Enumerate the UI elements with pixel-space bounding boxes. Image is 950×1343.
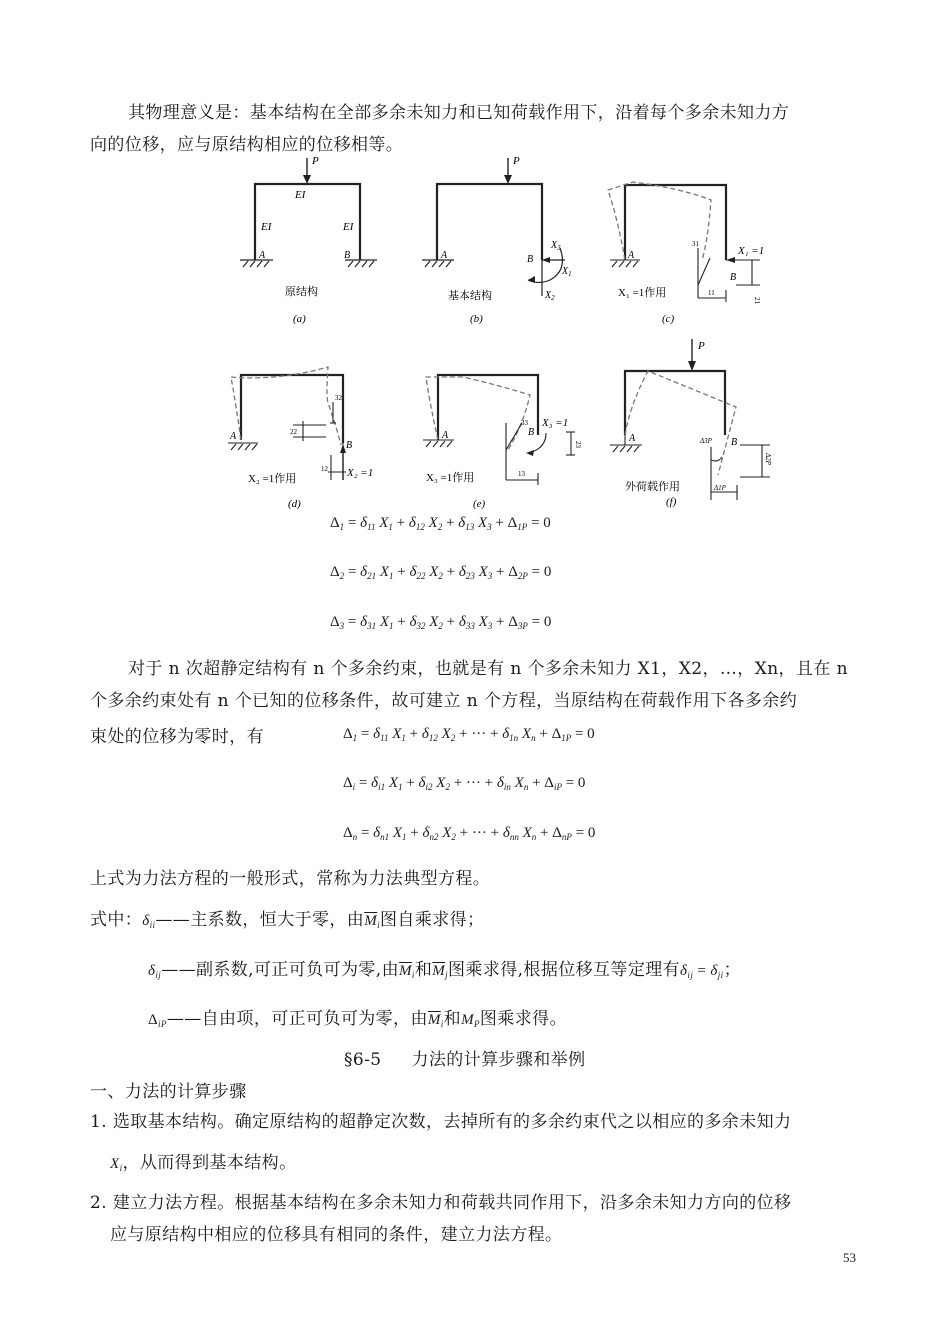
eq-delta-sub: 23: [465, 571, 475, 581]
fig-c-d31: 31: [692, 240, 699, 248]
eq-delta-sub: 11: [380, 733, 389, 743]
eq-delta-sub: 11: [367, 522, 376, 532]
eq-x-sub: 3: [487, 621, 493, 631]
eq-free: Δ: [544, 775, 554, 791]
eq-lhs-sub: 2: [339, 571, 345, 581]
eq-lhs: Δ: [343, 775, 353, 791]
fig-d-d32: 32: [335, 394, 342, 402]
m-i-sub: i: [377, 920, 381, 930]
eq-x-sub: 1: [398, 782, 403, 792]
eq-delta-sub: 21: [367, 571, 377, 581]
eq-x: X: [514, 775, 524, 791]
eq-lhs: Δ: [330, 564, 340, 580]
eq-x-sub: 3: [487, 571, 493, 581]
eq-x: X: [379, 614, 390, 630]
section-number: §6-5: [344, 1050, 382, 1070]
eq-rhs: = 0: [574, 726, 595, 742]
eq-delta-sub: in: [503, 782, 511, 792]
para2-line-2: 个多余约束处有 n 个已知的位移条件，故可建立 n 个方程，当原结构在荷载作用下各多余约: [90, 691, 798, 711]
fig-a-support-b: B: [344, 250, 351, 261]
eq-lhs: Δ: [330, 515, 340, 531]
fig-d-caption: X₂ =1作用: [248, 473, 297, 485]
fig-e-d13: 13: [518, 470, 525, 478]
fig-a-ei-top: EI: [295, 189, 306, 201]
fig-e-support-b: B: [528, 427, 535, 438]
page-number: 53: [843, 1250, 856, 1265]
eq-free: Δ: [507, 515, 518, 531]
fig-f-label: (f): [666, 496, 677, 508]
eq-x: X: [392, 825, 403, 841]
fig-b-x2: $X_2$: [545, 290, 555, 302]
eq-rhs: = 0: [565, 775, 586, 791]
eq-delta-sub: 12: [428, 733, 438, 743]
step-2-number: 2.: [90, 1193, 108, 1213]
eq-delta-sub: 1n: [509, 733, 519, 743]
equation-row-n: $\Delta_1 = \delta_{11}$ $X_1 + \delta_{12}$ $X_2$ + ··· + $\delta_{1n}$ $X_n + \Delta_{1P} = 0$: [343, 726, 595, 743]
eq-x-sub: 1: [402, 832, 407, 842]
eq-lhs: Δ: [343, 726, 353, 742]
equation-row: $\Delta_1 = \delta_{11}$ $X_1 + \delta_{12}$ $X_2 + \delta_{13}$ $X_3 + \Delta_{1P} = 0$: [330, 515, 551, 532]
def1-end: 图自乘求得；: [380, 910, 485, 930]
eq-x: X: [379, 515, 389, 531]
eq-x: X: [478, 614, 488, 630]
eq-delta: δ: [360, 614, 368, 630]
fig-a-ei-right: EI: [343, 221, 354, 233]
delta-ip-symbol: Δ: [148, 1012, 159, 1028]
fig-d-d22: 22: [290, 428, 297, 436]
eq-x-sub: n: [531, 832, 537, 842]
fig-f-load-label: P: [698, 340, 705, 352]
delta-ii-symbol: δ: [142, 913, 150, 929]
fig-a-caption: 原结构: [285, 286, 318, 298]
fig-d-support-a: A: [230, 431, 237, 442]
fig-c-force: X₁ =1: [738, 245, 765, 257]
x-i: X: [110, 1156, 120, 1172]
eq-free-sub: 2P: [517, 571, 528, 581]
eq-rhs: = 0: [531, 515, 551, 531]
eq-x-sub: 2: [450, 733, 456, 743]
eq-delta: δ: [418, 775, 426, 791]
fig-e-caption: X₃ =1作用: [426, 472, 475, 484]
def3-text: ——自由项，可正可负可为零，由: [166, 1009, 428, 1029]
eq-delta: δ: [409, 614, 417, 630]
fig-b-caption: 基本结构: [448, 290, 492, 302]
eq-x: X: [477, 515, 488, 531]
eq-rhs: = 0: [531, 564, 552, 580]
eq-x: X: [436, 775, 446, 791]
eq-dots: ···: [471, 825, 487, 841]
eq-delta: δ: [373, 726, 381, 742]
eq-x-sub: 2: [437, 522, 443, 532]
def3-and: 和: [443, 1009, 462, 1029]
eq-x-sub: 2: [451, 832, 456, 842]
eq-x-sub: 1: [388, 522, 393, 532]
definition-sub-coefficient: [148, 955, 741, 980]
delta-ji-eq: δ: [710, 963, 718, 979]
eq-delta: δ: [502, 825, 510, 841]
def2-and: 和: [414, 960, 433, 980]
eq-delta: δ: [360, 515, 368, 531]
delta-ij-symbol: δ: [148, 963, 156, 979]
eq-x-sub: 3: [487, 522, 492, 532]
section-title: 力法的计算步骤和举例: [411, 1050, 586, 1070]
fig-c-d21: 21: [753, 297, 761, 304]
eq-x-sub: n: [523, 782, 529, 792]
figure-b-basic-structure: [410, 150, 580, 325]
definition-main-coefficient: [90, 905, 484, 930]
subsection-heading: 一、力法的计算步骤: [90, 1082, 247, 1102]
eq-free: Δ: [551, 726, 562, 742]
eq-lhs-sub: 1: [352, 733, 358, 743]
eq-x-sub: n: [531, 733, 536, 743]
fig-b-load-label: P: [513, 155, 520, 167]
eq-rhs: = 0: [531, 614, 552, 630]
eq-x: X: [388, 775, 399, 791]
eq-x-sub: 1: [389, 571, 394, 581]
fig-e-force: X₃ =1: [542, 417, 569, 429]
fig-e-support-a: A: [442, 430, 449, 441]
x-i-sub: i: [119, 1163, 123, 1173]
fig-f-d3p: Δ3P: [700, 437, 712, 445]
figure-d-x2-action: [228, 355, 403, 515]
eq-x-sub: 1: [401, 733, 406, 743]
eq-x: X: [522, 825, 532, 841]
step-1-text: 选取基本结构。确定原结构的超静定次数，去掉所有的多余约束代之以相应的多余未知力: [112, 1112, 792, 1132]
def2-text: ——副系数,可正可负可为零,由: [161, 960, 399, 980]
fig-e-d33: 33: [521, 419, 528, 427]
eq-delta-sub: i2: [425, 782, 433, 792]
def3-end: 图乘求得。: [479, 1009, 567, 1029]
delta-ij-sub: ij: [155, 970, 162, 980]
eq-x: X: [521, 726, 532, 742]
delta-ji-eq-sub: ji: [717, 970, 724, 980]
eq-free: Δ: [552, 825, 562, 841]
eq-x: X: [392, 726, 402, 742]
step-2-line-2: 应与原结构中相应的位移具有相同的条件，建立力法方程。: [110, 1225, 563, 1245]
m-j-bar: $\overline{M}$: [432, 963, 446, 979]
eq-free: Δ: [508, 614, 518, 630]
eq-delta-sub: 13: [465, 522, 475, 532]
intro-line-2: 向的位移，应与原结构相应的位移相等。: [90, 135, 404, 155]
eq-x-sub: 2: [438, 571, 443, 581]
eq-lhs-sub: n: [352, 832, 358, 842]
eq-x: X: [428, 515, 438, 531]
fig-d-label: (d): [288, 498, 301, 510]
eq-x-sub: 2: [445, 782, 450, 792]
eq-delta-sub: n2: [429, 832, 439, 842]
eq-delta: δ: [458, 515, 466, 531]
step-1-line-1: [90, 1107, 791, 1132]
eq-delta-sub: 12: [415, 522, 425, 532]
fig-c-d11: 11: [708, 289, 715, 297]
equation-row-n: $\Delta_i = \delta_{i1}$ $X_1 + \delta_{i2}$ $X_2$ + ··· + $\delta_{in}$ $X_n + \Delta_{iP} = 0$: [343, 775, 586, 792]
fig-f-d1p: Δ1P: [714, 484, 726, 492]
fig-b-support-b: B: [527, 254, 534, 265]
eq-delta: δ: [422, 825, 430, 841]
fig-b-x1: $X_1$: [562, 266, 572, 278]
eq-delta-sub: 32: [416, 621, 426, 631]
eq-delta-sub: n1: [380, 832, 390, 842]
eq-x-sub: 2: [438, 621, 443, 631]
eq-x: X: [429, 614, 439, 630]
m-j-sub: j: [445, 970, 449, 980]
eq-delta-sub: nn: [509, 832, 519, 842]
eq-x-sub: 1: [389, 621, 394, 631]
eq-free-sub: nP: [561, 832, 572, 842]
eq-delta-sub: 22: [416, 571, 426, 581]
step-1-number: 1.: [90, 1112, 108, 1132]
definition-free-term: [148, 1004, 567, 1029]
figure-f-external-load: [600, 335, 775, 510]
fig-b-support-a: A: [441, 250, 448, 261]
eq-delta: δ: [408, 515, 416, 531]
eq-x: X: [379, 564, 390, 580]
fig-c-label: (c): [662, 313, 675, 325]
eq-lhs-sub: 1: [339, 522, 345, 532]
eq-delta: δ: [502, 726, 510, 742]
def2-end: ；: [723, 960, 741, 980]
fig-c-support-a: A: [628, 250, 635, 261]
fig-c-support-b: B: [730, 272, 737, 283]
eq-delta-sub: 31: [367, 621, 377, 631]
eq-free-sub: iP: [553, 782, 562, 792]
fig-d-support-b: B: [346, 440, 353, 451]
equation-row: $\Delta_3 = \delta_{31}$ $X_1 + \delta_{32}$ $X_2 + \delta_{33}$ $X_3 + \Delta_{3P} = 0$: [330, 614, 552, 631]
m-i-sub-2: i: [411, 970, 415, 980]
eq-sign: =: [693, 963, 711, 979]
eq-delta: δ: [360, 564, 368, 580]
eq-delta: δ: [496, 775, 504, 791]
fig-a-label: (a): [293, 313, 306, 325]
fig-c-caption: X₁ =1作用: [618, 287, 667, 299]
section-heading: [344, 1045, 585, 1070]
eq-free-sub: 3P: [517, 621, 528, 631]
eq-lhs-sub: 3: [339, 621, 345, 631]
fig-f-support-b: B: [731, 437, 738, 448]
defs-prefix: 式中：: [90, 910, 143, 930]
eq-delta: δ: [373, 825, 381, 841]
eq-delta-sub: i1: [378, 782, 386, 792]
eq-lhs: Δ: [330, 614, 340, 630]
eq-rhs: = 0: [575, 825, 596, 841]
delta-ij-eq: δ: [680, 963, 688, 979]
fig-b-x3: $X_3$: [551, 240, 561, 252]
eq-delta: δ: [371, 775, 379, 791]
eq-lhs-sub: i: [352, 782, 356, 792]
def1-text: ——主系数，恒大于零，由: [155, 910, 365, 930]
m-i-sub-3: i: [440, 1019, 444, 1029]
fig-a-load-label: P: [312, 155, 319, 167]
fig-f-d2p: Δ2P: [764, 453, 772, 465]
eq-x: X: [429, 564, 439, 580]
step-1-text-2: ，从而得到基本结构。: [122, 1153, 297, 1173]
figure-c-x1-action: [590, 170, 770, 325]
para2-line-1: 对于 n 次超静定结构有 n 个多余约束，也就是有 n 个多余未知力 X1，X2，…，Xn，且在 n: [128, 659, 848, 679]
delta-ii-sub: ii: [149, 920, 156, 930]
m-i-bar-2: $\overline{M}$: [399, 963, 412, 979]
step-2-line-1: [90, 1188, 791, 1213]
eq-delta: δ: [458, 614, 466, 630]
delta-ij-eq-sub: ij: [687, 970, 694, 980]
eq-free: Δ: [508, 564, 518, 580]
step-1-line-2: [110, 1148, 296, 1173]
eq-lhs: Δ: [343, 825, 353, 841]
m-p: M: [461, 1012, 474, 1028]
intro-line-1: 其物理意义是：基本结构在全部多余未知力和已知荷载作用下，沿着每个多余未知力方: [128, 103, 790, 123]
eq-free-sub: 1P: [561, 733, 572, 743]
fig-a-support-a: A: [259, 250, 266, 261]
fig-d-d12: 12: [321, 465, 328, 473]
eq-delta: δ: [421, 726, 429, 742]
eq-delta: δ: [458, 564, 466, 580]
fig-f-support-a: A: [629, 433, 636, 444]
fig-e-d23: 23: [574, 441, 582, 448]
equation-row: $\Delta_2 = \delta_{21}$ $X_1 + \delta_{22}$ $X_2 + \delta_{23}$ $X_3 + \Delta_{2P} = 0$: [330, 564, 552, 581]
def2-mid: 图乘求得,根据位移互等定理有: [448, 960, 681, 980]
eq-dots: ···: [471, 726, 487, 742]
figure-e-x3-action: [418, 355, 593, 515]
eq-x: X: [441, 726, 451, 742]
general-form-text: 上式为力法方程的一般形式，常称为力法典型方程。: [90, 869, 491, 889]
step-2-text: 建立力法方程。根据基本结构在多余未知力和荷载共同作用下，沿多余未知力方向的位移: [112, 1193, 792, 1213]
fig-f-caption: 外荷载作用: [625, 481, 680, 493]
fig-e-label: (e): [473, 498, 486, 510]
fig-d-force: X₂ =1: [347, 467, 374, 479]
para2-line-3: 束处的位移为零时，有: [90, 727, 264, 747]
m-i-bar-3: $\overline{M}$: [427, 1012, 441, 1028]
figure-a-original-structure: [225, 150, 385, 325]
eq-delta: δ: [409, 564, 417, 580]
eq-delta-sub: 33: [465, 621, 475, 631]
fig-b-label: (b): [470, 313, 483, 325]
delta-ip-sub: iP: [158, 1019, 167, 1029]
eq-free-sub: 1P: [517, 522, 528, 532]
fig-a-ei-left: EI: [261, 221, 272, 233]
m-p-sub: P: [473, 1019, 480, 1029]
eq-dots: ···: [465, 775, 481, 791]
eq-x: X: [442, 825, 452, 841]
eq-x: X: [478, 564, 488, 580]
m-i-bar: $\overline{M}$: [364, 913, 378, 929]
equation-row-n: $\Delta_n = \delta_{n1}$ $X_1 + \delta_{n2}$ $X_2$ + ··· + $\delta_{nn}$ $X_n + \Delta_{nP} = 0$: [343, 825, 596, 842]
